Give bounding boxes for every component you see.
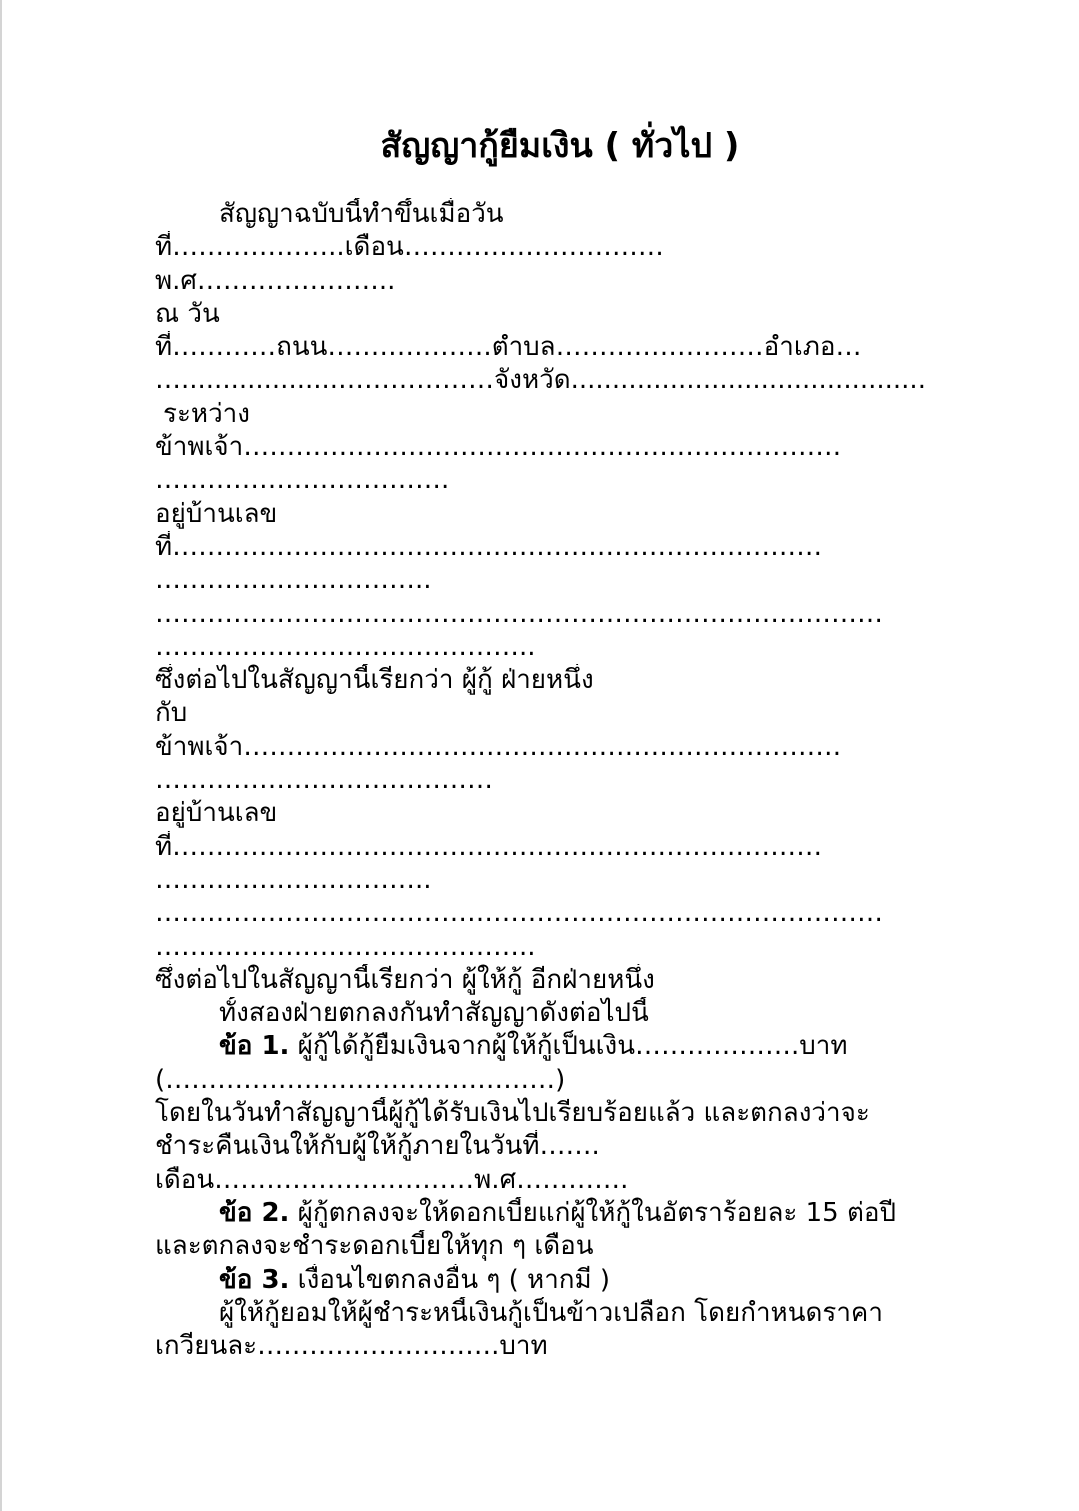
lender-name-field-cont: ………………………………… [155,765,493,796]
between-label: ระหว่าง [163,398,250,429]
lender-address-field-line3: …………………………………….. [155,931,536,962]
borrower-address-field-line2: ………………………………………………………………………… [155,598,883,629]
borrower-name-field: ข้าพเจ้า…………………………………………………………… [155,432,842,463]
clause-1-text-cont: โดยในวันทำสัญญานี้ผู้กู้ได้รับเงินไปเรียบร้อยแล้ว และตกลงว่าจะ [155,1098,870,1129]
lender-address-field: ที่………………………………………………………………… [155,831,823,862]
clause-1 [155,1030,985,1063]
borrower-address-field-line3: …………………………………….. [155,631,536,662]
clause-1-repay-date: ชำระคืนเงินให้กับผู้ให้กู้ภายในวันที่……. [155,1131,600,1162]
address-field: ที่…………ถนน……………….ตำบล……………………อำเภอ… [155,332,862,363]
agreement-intro: ทั้งสองฝ่ายตกลงกันทำสัญญาดังต่อไปนี้ [219,998,649,1029]
clause-2-text: ผู้กู้ตกลงจะให้ดอกเบี้ยแก่ผู้ให้กู้ในอัตราร้อยละ 15 ต่อปี [289,1197,896,1228]
lender-address-field-cont: ………………………….. [155,864,432,895]
borrower-address-label: อยู่บ้านเลข [155,498,278,529]
lender-address-field-line2: ………………………………………………………………………… [155,898,883,929]
borrower-designation: ซึ่งต่อไปในสัญญานี้เรียกว่า ผู้กู้ ฝ่ายหนึ่ง [155,665,594,696]
clause-2 [155,1197,985,1230]
borrower-name-field-cont: ……………………………. [155,465,450,496]
borrower-address-field-cont: ………………………….. [155,565,432,596]
clause-2-label: ข้อ 2. [219,1197,290,1228]
clause-1-repay-month-year: เดือน…………………………พ.ศ…………. [155,1164,629,1195]
date-year-field: พ.ศ………………….. [155,265,396,296]
page-edge [0,0,2,1511]
clause-1-amount-words: (………………………………………) [155,1064,566,1095]
place-label: ณ วัน [155,298,220,329]
contract-date-intro: สัญญาฉบับนี้ทำขึ้นเมื่อวัน [219,199,504,229]
date-day-month-field: ที่………………..เดือน………………………… [155,232,664,263]
clause-3 [155,1264,985,1297]
borrower-address-field: ที่………………………………………………………………… [155,531,823,562]
clause-3-text: เงื่อนไขตกลงอื่น ๆ ( หากมี ) [289,1264,611,1295]
clause-3-label: ข้อ 3. [219,1264,290,1295]
clause-3-detail: ผู้ให้กู้ยอมให้ผู้ชำระหนี้เงินกู้เป็นข้าวเปลือก โดยกำหนดราคา [219,1297,883,1328]
document-title: สัญญากู้ยืมเงิน ( ทั่วไป ) [380,126,740,166]
clause-1-text: ผู้กู้ได้กู้ยืมเงินจากผู้ให้กู้เป็นเงิน……………….บาท [289,1031,848,1062]
lender-designation: ซึ่งต่อไปในสัญญานี้เรียกว่า ผู้ให้กู้ อีกฝ่ายหนึ่ง [155,964,655,995]
lender-name-field: ข้าพเจ้า…………………………………………………………… [155,731,842,762]
clause-3-price-field: เกวียนละ……………………….บาท [155,1331,548,1362]
province-field: …...................………………จังหวัด........................................... [155,365,926,396]
lender-address-label: อยู่บ้านเลข [155,798,278,829]
contract-document [155,120,985,1363]
with-label: กับ [155,698,188,729]
clause-2-text-cont: และตกลงจะชำระดอกเบี้ยให้ทุก ๆ เดือน [155,1231,594,1262]
clause-1-label: ข้อ 1. [219,1031,290,1062]
